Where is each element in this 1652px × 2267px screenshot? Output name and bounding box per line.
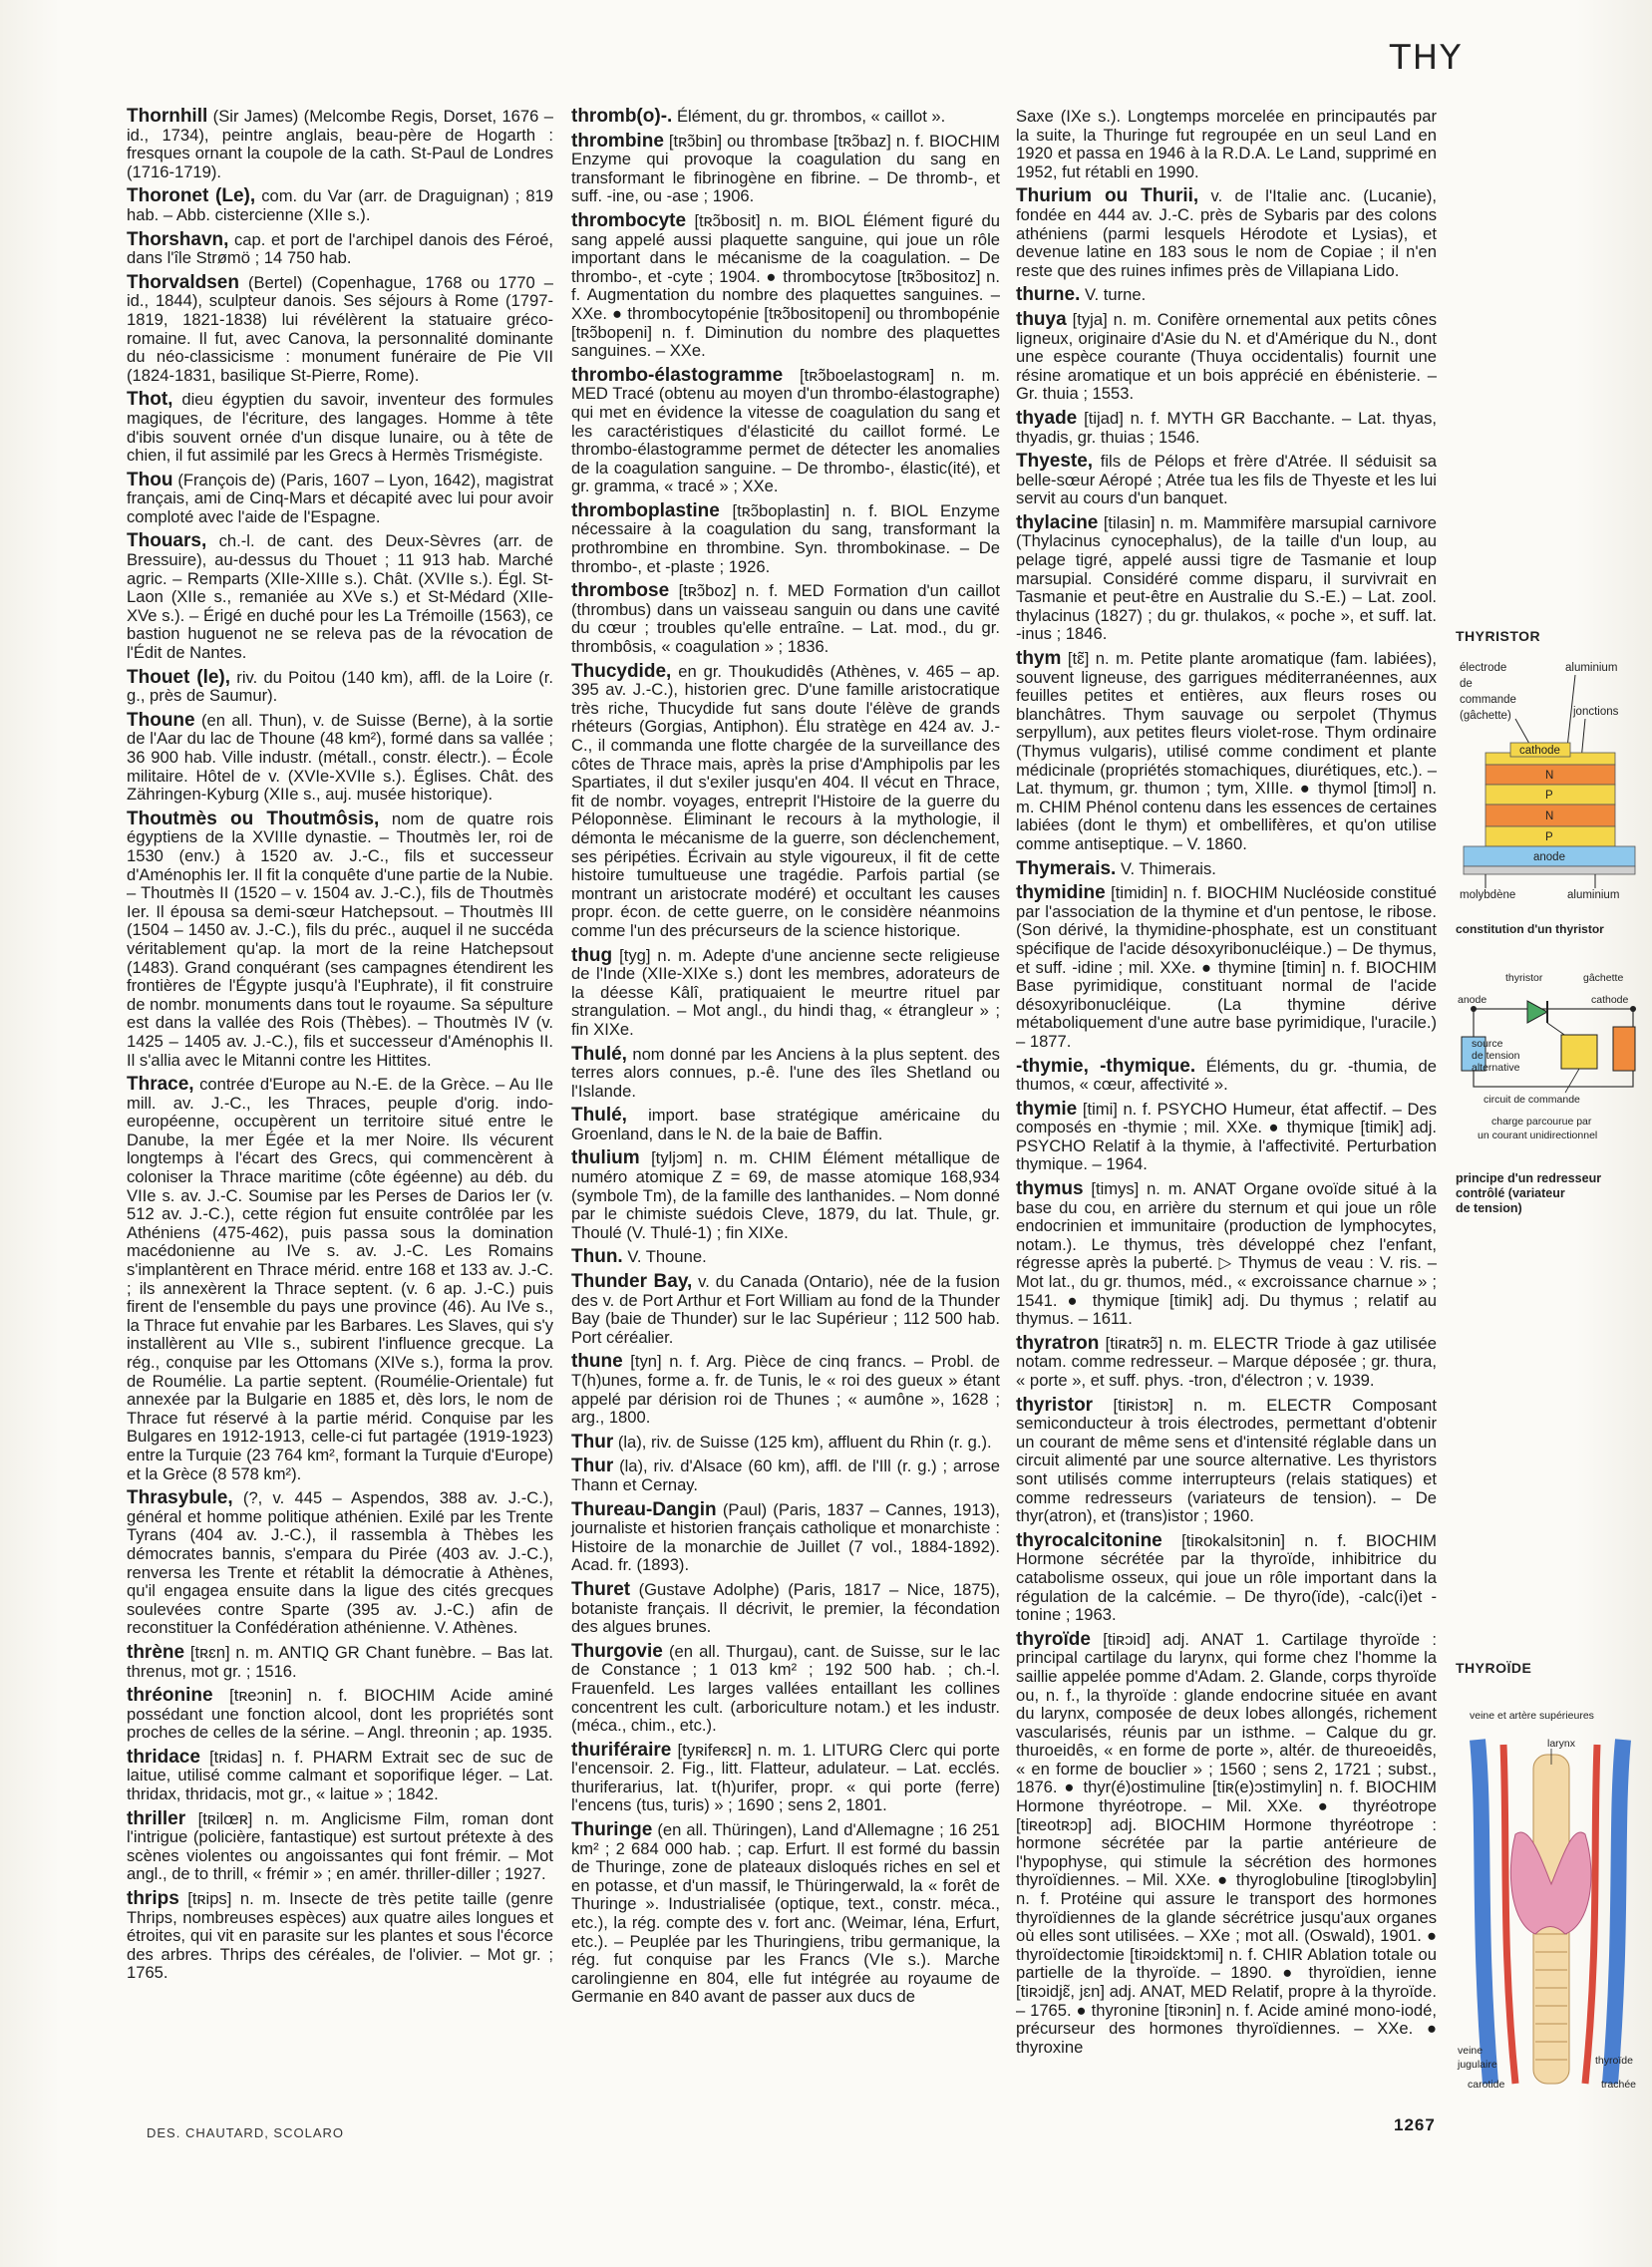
dictionary-entry <box>127 1746 553 1804</box>
entry-definition: (la), riv. de Suisse (125 km), affluent du Rhin (r. g.). <box>617 1432 992 1452</box>
entry-definition: Saxe (IXe s.). Longtemps morcelée en principautés par la suite, la Thuringe fut regroupée en un seul Land en 1920 et passa en 1946 à la R.D.A. Le Land, supprimé en 1952, fut rétabli en 1990. <box>1016 107 1437 181</box>
dictionary-entry <box>127 1890 553 1983</box>
entry-headword: thyristor <box>1016 1394 1094 1416</box>
entry-definition: riv. du Poitou (140 km), affl. de la Loire (r. g., près de Saumur). <box>127 667 553 706</box>
thyroide-figure-title: THYROÏDE <box>1456 1660 1532 1676</box>
entry-headword: thromb(o)-. <box>571 106 673 127</box>
label-jonctions: jonctions <box>1573 706 1619 718</box>
entry-definition: (Gustave Adolphe) (Paris, 1817 – Nice, 1875), botaniste français. Il décrivit, le premier, la fécondation des algues brunes. <box>571 1579 1000 1637</box>
node-anode <box>1471 1006 1477 1012</box>
entry-definition: [tyja] n. m. Conifère ornemental aux petits cônes ligneux, originaire d'Asie du N. et d'Amérique du N., dont une espèce courante (Thuya occidentalis) fournit une résine aromatique et un bois apprécié en ébénisterie. – Gr. thuia ; 1553. <box>1016 309 1437 404</box>
entry-headword: Thurgovie <box>571 1640 663 1662</box>
label-p1: P <box>1545 790 1553 802</box>
entry-headword: thune <box>571 1351 623 1373</box>
entry-headword: Thorvaldsen <box>127 271 239 293</box>
entry-headword: thuriféraire <box>571 1739 672 1761</box>
dictionary-entry <box>571 1739 1000 1815</box>
entry-headword: Thureau-Dangin <box>571 1498 717 1520</box>
dictionary-entry <box>571 1821 1000 2007</box>
entry-definition: en gr. Thoukudidês (Athènes, v. 465 – ap. 395 av. J.-C.), historien grec. D'une famille aristocratique très riche, Thucydide fut sans doute l'élève de grands rhéteurs (Gorgias, Antiphon). Élu stratège en 424 av. J.-C., il commanda une flotte chargée de la surveillance des côtes de Thrace mais, après la prise d'Amphipolis par les Spartiates, il dut s'exiler jusqu'en 404. Il vécut en Thrace, fit de nombr. voyages, entreprit l'Histoire de la guerre du Péloponnèse. Éliminant le recours à la mythologie, il démonta le mécanisme de la guerre, son déclenchement, ses péripéties. Écrivain au style vigoureux, il fit de cette histoire tumultueuse une tragédie. Parfois partial (se montrant un aristocrate modéré) et occultant les causes propr. écon. de cette guerre, on le considère néanmoins comme l'un des précurseurs de la science historique. <box>571 661 1000 940</box>
entry-definition: (la), riv. d'Alsace (60 km), affl. de l'Ill (r. g.) ; arrose Thann et Cernay. <box>571 1457 1000 1494</box>
thyristor-caption: constitution d'un thyristor <box>1456 922 1604 936</box>
entry-definition: nom donné par les Anciens à la plus septent. des terres alors connues, p.-ê. l'une des îles Shetland ou l'Islande. <box>571 1044 1000 1101</box>
dictionary-entry <box>1016 1394 1437 1526</box>
entry-definition: [timys] n. m. ANAT Organe ovoïde situé à la base du cou, en arrière du sternum et qui joue un rôle endocrinien et immunitaire (production de lymphocytes, notam.). Le thymus, très développé chez l'enfant, régresse après la puberté. ▷ Thymus de veau : V. ris. – Mot lat., du gr. thumos, méd., « excroissance charnue » ; 1541. ● thymique [timik] adj. Du thymus ; relatif au thymus. – 1611. <box>1016 1179 1437 1329</box>
illustration-credit: DES. CHAUTARD, SCOLARO <box>147 2125 345 2140</box>
label-cathode: cathode <box>1519 745 1560 757</box>
dictionary-entry <box>1016 650 1437 854</box>
page-number: 1267 <box>1394 2115 1436 2134</box>
entry-definition: fils de Pélops et frère d'Atrée. Il séduisit sa belle-sœur Aéropé ; Atrée tua les fils de Thyeste et les lui servit au cours d'un banquet. <box>1016 452 1437 508</box>
entry-definition: [tʀɔ̃boz] n. f. MED Formation d'un caillot (thrombus) dans un vaisseau sanguin ou dans une cavité du cœur ; troubles qu'elle entraîne. – Lat. mod., du gr. thrombôsis, « coagulation » ; 1836. <box>571 581 1000 657</box>
layer-molybdene <box>1464 866 1635 874</box>
entry-definition: v. du Canada (Ontario), née de la fusion des v. de Port Arthur et Fort William au fond de la Thunder Bay (baie de Thunder) sur le lac Supérieur ; 112 500 hab. Port céréalier. <box>571 1272 1000 1347</box>
entry-headword: Thunder Bay, <box>571 1271 693 1293</box>
entry-definition: V. Thimerais. <box>1120 858 1216 878</box>
node-cathode <box>1630 1006 1636 1012</box>
dictionary-entry <box>127 391 553 465</box>
entry-headword: Thur <box>571 1456 614 1477</box>
entry-definition: [tʀɛn] n. m. ANTIQ GR Chant funèbre. – Bas lat. threnus, mot gr. ; 1516. <box>127 1642 553 1681</box>
entry-definition: [tʀips] n. m. Insecte de très petite taille (genre Thrips, nombreuses espèces) aux quatre ailes longues et étroites, qui vit en parasite sur les plantes et sous l'écorce des arbres. Thrips des céréales, de l'olivier. – Mot gr. ; 1765. <box>127 1889 553 1983</box>
entry-headword: Thuret <box>571 1578 631 1600</box>
entry-headword: Thur <box>571 1431 614 1453</box>
dictionary-entry <box>1016 857 1437 879</box>
label-gachette-circuit: gâchette <box>1583 972 1624 984</box>
circuit-caption <box>1456 1171 1645 1216</box>
entry-definition: import. base stratégique américaine du Groenland, dans le N. de la baie de Baffin. <box>571 1106 1000 1143</box>
dictionary-entry <box>1016 407 1437 447</box>
dictionary-entry <box>1016 308 1437 404</box>
thyristor-circuit-diagram <box>1456 967 1645 1166</box>
label-jugulaire: jugulaire <box>1458 2059 1497 2071</box>
entry-definition: (en all. Thurgau), cant. de Suisse, sur le lac de Constance ; 1 013 km² ; 192 500 hab. ; ch.-l. Frauenfeld. Les larges vallées entaillant les collines concentrent les cult. (arboriculture notam.) et les industr. (méca., chim., etc.). <box>571 1641 1000 1736</box>
dictionary-entry <box>1016 1055 1437 1095</box>
label-trachee: trachée <box>1601 2079 1637 2091</box>
thyristor-structure-diagram <box>1456 653 1645 917</box>
dictionary-entry <box>1016 187 1437 280</box>
label-n1: N <box>1545 770 1554 782</box>
entry-headword: Thurium ou Thurii, <box>1016 185 1199 207</box>
jugular-vein-right <box>1610 1740 1623 2084</box>
entry-definition: contrée d'Europe au N.-E. de la Grèce. – Au IIe mill. av. J.-C., les Thraces, peuple d'orig. indo-européenne, occupèrent un territoire situé entre le Danube, la mer Égée et la mer Noire. Ils vécurent longtemps à l'écart des Grecs, qui commencèrent à coloniser la Thrace maritime (côte égéenne) au déb. du VIIe s. av. J.-C. Soumise par les Perses de Darios Ier (v. 512 av. J.-C.), cette région fut ensuite contrôlée par les Athéniens (475-462), puis passa sous la domination macédonienne au IVe s. av. J.-C. Les Romains s'implantèrent en Thrace mérid. entre 168 et 133 av. J.-C. ; ils annexèrent la Thrace septent. (v. 6 ap. J.-C.) puis firent de l'ensemble du pays une province (46). Au IVe s., la Thrace fut envahie par les Barbares. Les Slaves, qui s'y installèrent au VIIe s., subirent l'influence grecque. La rég., conquise par les Ottomans (XIVe s.), forma la prov. de Roumélie. La partie septent. (Roumélie-Orientale) fut annexée par la Bulgarie en 1885 et, dès lors, le nom de Thrace fut réservé à la partie mérid. Conquise par les Bulgares en 1912-1913, celle-ci fut partagée (1919-1923) entre la Turquie (23 764 km², formant la Turquie d'Europe) et la Grèce (8 578 km²). <box>127 1075 553 1483</box>
entry-definition: [tɛ̃] n. m. Petite plante aromatique (fam. labiées), souvent ligneuse, des garrigues méditerranéennes, aux feuilles petites et entières, aux fleurs roses ou blanchâtres. Thym sauvage ou serpolet (Thymus serpyllum), aux petites fleurs violet-rose. Thym ordinaire (Thymus vulgaris), utilisé comme condiment et plante médicinale (propriétés stomachiques, diurétiques, etc.). – Lat. thymum, gr. thumon ; tym, XIIIe. ● thymol [timɔl] n. m. CHIM Phénol contenu dans les essences de certaines labiées (dont le thym) et ombellifères, et qu'on utilise comme antiseptique. – V. 1860. <box>1016 649 1437 853</box>
entry-definition: [tilasin] n. m. Mammifère marsupial carnivore (Thylacinus cynocephalus), de la taille d'un loup, au pelage tigré, appelé aussi tigre de Tasmanie et loup marsupial. Considéré comme disparu, il survivrait en Tasmanie et peut-être en Australie du S.-E.) – Lat. zool. thylacinus (1827) ; du gr. thulakos, « poche », et suff. lat. -inus ; 1846. <box>1016 512 1437 644</box>
entry-headword: thyroïde <box>1016 1628 1091 1650</box>
entry-headword: thrombine <box>571 130 664 152</box>
entry-headword: Thouars, <box>127 530 207 552</box>
entry-definition: [tʀilœʀ] n. m. Anglicisme Film, roman dont l'intrigue (policière, fantastique) est surtout prétexte à des scènes violentes ou angoissantes qui font frémir. – Mot angl., de to thrill, « frémir » ; en amér. thriller-diller ; 1927. <box>127 1808 553 1884</box>
entry-headword: thurne. <box>1016 284 1081 306</box>
entry-definition: [tiʀɔid] adj. ANAT 1. Cartilage thyroïde : principal cartilage du larynx, qui forme chez l'homme la saillie appelée pomme d'Adam. 2. Glande, corps thyroïde ou, n. f., la thyroïde : glande endocrine située en avant du larynx, composée de deux lobes allongés, richement vascularisés, réunis par un isthme. – Calque du gr. thuroeidês, « en forme de porte », altér. de thureoeidês, « en forme de bouclier » ; 1560 ; sens 2, 1721 ; subst., 1876. ● thyr(é)ostimuline [tiʀ(e)ɔstimylin] n. f. BIOCHIM Hormone thyréotrope. – Mil. XXe. ● thyréotrope [tiʀeotʀɔp] adj. BIOCHIM Hormone thyréotrope : hormone sécrétée par la partie antérieure de l'hypophyse, qui stimule la sécrétion des hormones thyroïdiennes. – Mil. XXe. ● thyroglobuline [tiʀoglɔbylin] n. f. Protéine qui assure le transport des hormones thyroïdiennes de la glande sécrétrice jusqu'aux organes où elles sont utilisées. – XXe ; mot all. (Oswald), 1901. ● thyroïdectomie [tiʀɔidɛktɔmi] n. f. CHIR Ablation totale ou partielle de la thyroïde. – 1890. ● thyroïdien, ienne [tiʀɔidjɛ̃, jɛn] adj. ANAT, MED Relatif, propre à la thyroïde. – 1765. ● thyronine [tiʀɔnin] n. f. Acide aminé mono-iodé, précurseur des hormones thyroïdiennes. – XXe. ● thyroxine <box>1016 1629 1437 2057</box>
carotid-right <box>1585 1745 1597 2084</box>
dictionary-entry <box>571 1431 1000 1453</box>
thyristor-symbol <box>1527 1001 1547 1023</box>
circuit-caption-line1: principe d'un redresseur <box>1456 1171 1602 1185</box>
column-3 <box>1016 108 1437 2063</box>
dictionary-entry <box>127 1807 553 1884</box>
entry-headword: thymie <box>1016 1098 1078 1120</box>
dictionary-entry <box>127 228 553 268</box>
dictionary-entry <box>127 1076 553 1483</box>
entry-definition: [tʀidas] n. f. PHARM Extrait sec de suc de laitue, utilisé comme calmant et soporifique léger. – Lat. thridax, thridacis, mot gr., « laitue » ; 1842. <box>127 1747 553 1804</box>
dictionary-entry <box>571 499 1000 576</box>
label-larynx: larynx <box>1547 1738 1576 1750</box>
label-source1: source <box>1472 1038 1503 1050</box>
dictionary-entry <box>1016 286 1437 305</box>
entry-definition: [tyʀifeʀɛʀ] n. m. 1. LITURG Clerc qui porte l'encensoir. 2. Fig., litt. Flatteur, adulateur. – Lat. ecclés. thuriferarius, lat. t(h)urifer, propr. « qui porte (ferre) l'encens (tus, turis) » ; 1690 ; sens 2, 1801. <box>571 1740 1000 1815</box>
entry-headword: Thouet (le), <box>127 666 231 688</box>
entry-definition: (François de) (Paris, 1607 – Lyon, 1642), magistrat français, ami de Cinq-Mars et décapité avec lui pour avoir comploté avec l'aide de l'Espagne. <box>127 470 553 526</box>
entry-headword: thriller <box>127 1807 186 1829</box>
entry-definition: [tijad] n. f. MYTH GR Bacchante. – Lat. thyas, thyadis, gr. thuias ; 1546. <box>1016 408 1437 447</box>
label-de: de <box>1460 678 1473 690</box>
label-source3: alternative <box>1472 1062 1520 1074</box>
carotid-left <box>1503 1745 1515 2084</box>
column-2 <box>571 108 1000 2013</box>
thyristor-figure-title: THYRISTOR <box>1456 628 1541 644</box>
label-molybdene: molybdène <box>1460 889 1516 901</box>
entry-headword: Thornhill <box>127 106 208 127</box>
entry-headword: -thymie, -thymique. <box>1016 1055 1196 1077</box>
dictionary-entry <box>1016 108 1437 181</box>
jugular-vein-left <box>1478 1740 1490 2084</box>
dictionary-entry <box>571 1353 1000 1427</box>
entry-headword: Thuringe <box>571 1819 653 1841</box>
entry-headword: Thrace, <box>127 1074 194 1096</box>
entry-headword: thulium <box>571 1147 640 1169</box>
thyroide-figure <box>1456 1660 1645 1676</box>
entry-definition: [tʀɔ̃bin] ou thrombase [tʀɔ̃baz] n. f. BIOCHIM Enzyme qui provoque la coagulation du sang en transformant le fibrinogène en fibrine. – De thromb-, et suff. -ine, ou -ase ; 1906. <box>571 131 1000 206</box>
entry-headword: thyratron <box>1016 1332 1100 1354</box>
dictionary-entry <box>571 582 1000 656</box>
entry-headword: Thyeste, <box>1016 451 1094 473</box>
dictionary-entry <box>1016 1332 1437 1391</box>
label-source2: de tension <box>1472 1050 1520 1062</box>
dictionary-entry <box>571 130 1000 206</box>
dictionary-entry <box>571 1498 1000 1575</box>
dictionary-entry <box>1016 1529 1437 1625</box>
entry-definition: (?, v. 445 – Aspendos, 388 av. J.-C.), général et homme politique athénien. Exilé par les Trente Tyrans (404 av. J.-C.), il rassembla à Thèbes les démocrates bannis, s'empara du Pirée (403 av. J.-C.), renversa les Trente et rétablit la démocratie à Athènes, qu'il engagea ensuite dans la ligue des cités grecques soulevées contre Sparte (395 av. J.-C.) afin de reconstituer la Confédération athénienne. V. Athènes. <box>127 1488 553 1638</box>
label-gachette: (gâchette) <box>1460 710 1511 722</box>
entry-headword: Thoutmès ou Thoutmôsis, <box>127 808 380 829</box>
entry-definition: [tiʀistɔʀ] n. m. ELECTR Composant semiconducteur à trois électrodes, permettant d'obtenir un courant de même sens et d'intensité réglable dans un circuit alimenté par une source alternative. Les thyristors sont utilisés comme interrupteurs (relais statiques) et comme redresseurs (variateurs de tension). – De thyr(atron), et (trans)istor ; 1960. <box>1016 1395 1437 1526</box>
entry-headword: thrombo-élastogramme <box>571 364 784 386</box>
dictionary-entry <box>571 660 1000 941</box>
entry-definition: (Sir James) (Melcombe Regis, Dorset, 1676 – id., 1734), peintre anglais, beau-père de Hogarth : fresques ornant la coupole de la cath. St-Paul de Londres (1716-1719). <box>127 107 553 181</box>
dictionary-entry <box>127 532 553 662</box>
entry-definition: [tiʀatʀɔ̃] n. m. ELECTR Triode à gaz utilisée notam. comme redresseur. – Marque déposée ; gr. thura, « porte », et suff. phys. -tron, d'électron ; v. 1939. <box>1016 1333 1437 1390</box>
entry-definition: [timi] n. f. PSYCHO Humeur, état affectif. – Des composés en -thymie ; mil. XXe. ● thymique [timik] adj. PSYCHO Relatif à la thymie, à l'affectivité. Perturbation thymique. – 1964. <box>1016 1099 1437 1174</box>
entry-definition: [tyljɔm] n. m. CHIM Élément métallique de numéro atomique Z = 69, de masse atomique 168,934 (symbole Tm), de la famille des lanthanides. – Nom donné par le chimiste suédois Cleve, 1879, du lat. Thule, gr. Thoulé (V. Thulé-1) ; fin XIXe. <box>571 1148 1000 1242</box>
entry-definition: (en all. Thüringen), Land d'Allemagne ; 16 251 km² ; 2 684 000 hab. ; cap. Erfurt. Il est formé du bassin de Thuringe, zone de plateaux disloqués riches en sel et en potasse, et d'un massif, le Thüringerwald, la « forêt de Thuringe ». Industrialisée (optique, text., constr. méca., etc.), la rég. compte des v. fort anc. (Weimar, Iéna, Erfurt, etc.). – Peuplée par les Thuringiens, tribu germanique, la rég. fut conquise par les Francs (VIe s.). Marche carolingienne en 804, elle fut intégrée au royaume de Germanie en 840 avant de passer aux ducs de <box>571 1820 1000 2007</box>
entry-headword: thuya <box>1016 308 1067 330</box>
dictionary-entry <box>127 271 553 386</box>
thyroide-anatomy-diagram <box>1456 1685 1645 2094</box>
entry-headword: thymidine <box>1016 882 1106 904</box>
entry-headword: thrombocyte <box>571 209 687 231</box>
entry-headword: Thou <box>127 469 173 490</box>
entry-definition: V. turne. <box>1085 285 1147 305</box>
dictionary-entry <box>571 944 1000 1040</box>
entry-headword: Thymerais. <box>1016 857 1117 879</box>
entry-definition: nom de quatre rois égyptiens de la XVIIIe dynastie. – Thoutmès Ier, roi de 1530 (env.) à 1520 av. J.-C., fils et successeur d'Aménophis Ier. Il fit la conquête d'une partie de la Nubie. – Thoutmès II (1520 – v. 1504 av. J.-C.), fils de Thoutmès Ier. Il épousa sa demi-sœur Hatchepsout. – Thoutmès III (1504 – 1450 av. J.-C.), fils du préc., auquel il ne succéda véritablement qu'ap. la mort de la reine Hatchepsout (1483). Grand conquérant (ses campagnes étendirent les frontières de l'Égypte jusqu'à l'Euphrate), il fit construire de nombr. monuments dans tout le royaume. Sa sépulture est dans la vallée des Rois (Thèbes). – Thoutmès IV (v. 1425 – 1405 av. J.-C.), fils et successeur d'Aménophis II. Il s'allia avec le Mitanni contre les Hittites. <box>127 809 553 1070</box>
label-charge2: un courant unidirectionnel <box>1478 1130 1598 1141</box>
dictionary-entry <box>127 187 553 224</box>
dictionary-entry <box>571 1043 1000 1102</box>
label-commande: commande <box>1460 694 1516 706</box>
entry-headword: Thucydide, <box>571 660 672 682</box>
dictionary-entry <box>571 364 1000 496</box>
entry-headword: Thorshavn, <box>127 228 229 250</box>
dictionary-entry <box>571 1107 1000 1143</box>
entry-definition: V. Thoune. <box>627 1247 707 1267</box>
entry-headword: thrombose <box>571 580 670 602</box>
entry-definition: [timidin] n. f. BIOCHIM Nucléoside constitué par l'association de la thymine et d'un pentose, le ribose. (Son dérivé, la thymidine-phosphate, est un constituant spécifique de l'acide désoxyribonucléique.) – De thymus, et suff. -idine ; mil. XXe. ● thymine [timin] n. f. BIOCHIM Base pyrimidique, constituant normal de l'acide désoxyribonucléique. (La thymine dérive métaboliquement d'une autre base pyrimidique, l'uracile.) – 1877. <box>1016 883 1437 1051</box>
label-cathode-circuit: cathode <box>1591 994 1629 1006</box>
label-veine-artere: veine et artère supérieures <box>1470 1710 1594 1722</box>
entry-headword: Thoune <box>127 709 195 731</box>
label-p2: P <box>1545 831 1553 843</box>
entry-headword: Thun. <box>571 1246 623 1268</box>
label-veine: veine <box>1458 2045 1484 2057</box>
entry-definition: com. du Var (arr. de Draguignan) ; 819 hab. – Abb. cistercienne (XIIe s.). <box>127 186 554 224</box>
label-electrode: électrode <box>1460 662 1507 674</box>
dictionary-entry <box>127 1489 553 1638</box>
dictionary-entry <box>1016 884 1437 1051</box>
dictionary-entry <box>1016 1180 1437 1329</box>
entry-definition: [tʀeɔnin] n. f. BIOCHIM Acide aminé possédant une fonction alcool, dont les propriétés sont proches de celles de la sérine. – Angl. threonin ; ap. 1935. <box>127 1686 553 1743</box>
entry-definition: (Bertel) (Copenhague, 1768 ou 1770 – id., 1844), sculpteur danois. Ses séjours à Rome (1797-1819, 1821-1838) lui révélèrent la statuaire gréco-romaine. Il fut, avec Canova, la personnalité dominante du néo-classicisme : monument funéraire de Pie VII (1824-1831, basilique St-Pierre, Rome). <box>127 272 553 385</box>
dictionary-entry <box>571 1149 1000 1242</box>
entry-headword: Thrasybule, <box>127 1487 233 1509</box>
entry-headword: thrips <box>127 1888 179 1910</box>
entry-definition: [tʀɔ̃boplastin] n. f. BIOL Enzyme nécessaire à la coagulation du sang, transformant la prothrombine en thrombine. Syn. thrombokinase. – De thrombo-, et -plaste ; 1926. <box>571 500 1000 576</box>
entry-definition: Éléments, du gr. -thumia, de thumos, « cœur, affectivité ». <box>1016 1056 1437 1095</box>
dictionary-entry <box>571 1273 1000 1347</box>
label-anode-circuit: anode <box>1458 994 1487 1006</box>
dictionary-entry <box>1016 1628 1437 2058</box>
dictionary-entry <box>571 108 1000 127</box>
label-aluminium-top: aluminium <box>1565 662 1618 674</box>
column-1 <box>127 108 553 1989</box>
entry-headword: Thoronet (Le), <box>127 185 256 207</box>
entry-headword: thymus <box>1016 1178 1084 1200</box>
entry-definition: [tʀɔ̃bosit] n. m. BIOL Élément figuré du sang appelé aussi plaquette sanguine, qui joue un rôle important dans le mécanisme de la coagulation. – De thrombo-, et -cyte ; 1904. ● thrombocytose [tʀɔ̃bositoz] n. f. Augmentation du nombre des plaquettes sanguines. – XXe. ● thrombocytopénie [tʀɔ̃bositopeni] ou thrombopénie [tʀɔ̃bopeni] n. f. Diminution du nombre des plaquettes sanguines. – XXe. <box>571 210 1000 361</box>
circuit-caption-line2: contrôlé (variateur <box>1456 1186 1565 1200</box>
dictionary-entry <box>1016 1098 1437 1174</box>
label-thyroide: thyroïde <box>1595 2055 1633 2067</box>
entry-definition: [tyn] n. f. Arg. Pièce de cinq francs. – Probl. de T(h)unes, forme a. fr. de Tunis, le « roi des gueux » étant appelé par dérision roi de Thunes ; « aumône », 1628 ; arg., 1800. <box>571 1352 1000 1428</box>
control-circuit-box <box>1561 1035 1597 1069</box>
dictionary-entry <box>127 1641 553 1681</box>
dictionary-entry <box>127 469 553 527</box>
dictionary-entry <box>127 1687 553 1743</box>
dictionary-entry <box>571 209 1000 361</box>
entry-headword: thromboplastine <box>571 499 720 521</box>
label-carotide: carotide <box>1468 2079 1505 2091</box>
entry-definition: [tʀɔ̃boelastogʀam] n. m. MED Tracé (obtenu au moyen d'un thrombo-élastographe) qui met en évidence la vitesse de coagulation du sang et les caractéristiques d'élasticité du caillot formé. Le thrombo-élastogramme permet de détecter les anomalies de la coagulation sanguine. – De thrombo-, élastic(ité), et gr. gramma, « tracé » ; XXe. <box>571 365 1000 496</box>
label-thyristor: thyristor <box>1505 972 1543 984</box>
entry-headword: thug <box>571 944 613 966</box>
dictionary-entry <box>127 810 553 1070</box>
entry-definition: [tiʀokalsitɔnin] n. f. BIOCHIM Hormone sécrétée par la thyroïde, inhibitrice du catabolisme osseux, qui joue un rôle important dans la régulation de la calcémie. – De thyro(ïde), -calc(i)et -tonine ; 1963. <box>1016 1530 1437 1625</box>
entry-definition: cap. et port de l'archipel danois des Féroé, dans l'île Strømö ; 14 750 hab. <box>127 229 553 268</box>
dictionary-entry <box>127 709 553 805</box>
label-aluminium-bottom: aluminium <box>1567 889 1620 901</box>
entry-headword: Thulé, <box>571 1105 627 1127</box>
load-resistor <box>1613 1027 1635 1071</box>
entry-headword: thrène <box>127 1641 185 1663</box>
label-circuit-commande: circuit de commande <box>1484 1094 1580 1106</box>
entry-headword: thym <box>1016 648 1062 670</box>
dictionary-entry <box>571 1578 1000 1637</box>
entry-headword: Thot, <box>127 389 173 411</box>
leader-circuit <box>1565 1069 1579 1093</box>
circuit-caption-line3: de tension) <box>1456 1201 1522 1215</box>
entry-definition: [tyg] n. m. Adepte d'une ancienne secte religieuse de l'Inde (XIIe-XIXe s.) dont les membres, adorateurs de la déesse Kâlî, pratiquaient le meurtre rituel par strangulation. – Mot angl., du hindi thag, « étrangleur » ; fin XIXe. <box>571 945 1000 1039</box>
dictionary-entry <box>1016 453 1437 508</box>
dictionary-entry <box>571 1457 1000 1494</box>
entry-definition: v. de l'Italie anc. (Lucanie), fondée en 444 av. J.-C. près de Sybaris par des colons athéniens (parmi lesquels Hérodote et Lysias), et devenue latine en 183 sous le nom de Copiae ; il n'en reste que des ruines infimes près de Villapiana Lido. <box>1016 186 1437 280</box>
guide-word: THY <box>1389 38 1463 78</box>
dictionary-entry <box>127 108 553 181</box>
entry-headword: thyade <box>1016 407 1078 429</box>
entry-definition: (en all. Thun), v. de Suisse (Berne), à la sortie de l'Aar du lac de Thoune (48 km²), formé dans sa vallée ; 36 900 hab. Ville industr. (métall., constr. électr.). – École militaire. Hôtel de v. (XVIe-XVIIe s.). Églises. Chât. des Zähringen-Kyburg (XIIe s., auj. musée historique). <box>127 710 553 805</box>
entry-definition: dieu égyptien du savoir, inventeur des formules magiques, de l'écriture, des langages. Homme à tête d'ibis souvent ornée d'un disque lunaire, ou à tête de chien, il fut assimilé par les Grecs à Hermès Trismégiste. <box>127 390 553 466</box>
entry-headword: thréonine <box>127 1685 213 1707</box>
entry-definition: Élément, du gr. thrombos, « caillot ». <box>676 107 946 126</box>
label-anode: anode <box>1533 851 1565 863</box>
entry-definition: (Paul) (Paris, 1837 – Cannes, 1913), journaliste et historien français catholique et monarchiste : Histoire de la monarchie de Juillet (7 vol., 1884-1892). Acad. fr. (1893). <box>571 1499 1000 1575</box>
dictionary-entry <box>571 1640 1000 1736</box>
label-n2: N <box>1545 810 1554 822</box>
entry-headword: thyrocalcitonine <box>1016 1529 1162 1551</box>
label-charge1: charge parcourue par <box>1491 1116 1592 1128</box>
entry-headword: Thulé, <box>571 1043 627 1065</box>
entry-headword: thridace <box>127 1746 200 1768</box>
dictionary-entry <box>127 666 553 706</box>
entry-headword: thylacine <box>1016 511 1099 533</box>
dictionary-entry <box>571 1248 1000 1267</box>
thyristor-figure <box>1456 628 1645 644</box>
entry-definition: ch.-l. de cant. des Deux-Sèvres (arr. de Bressuire), au-dessus du Thouet ; 11 913 hab. Marché agric. – Remparts (XIIe-XIIIe s.). Chât. (XVIIe s.). Égl. St-Laon (XIIe s., remaniée au XVe s.) et St-Médard (XIIe-XVe s.). – Érigé en duché pour les La Trémoille (1563), ce bastion huguenot ne se releva pas de la révocation de l'Édit de Nantes. <box>127 531 553 663</box>
dictionary-entry <box>1016 511 1437 644</box>
